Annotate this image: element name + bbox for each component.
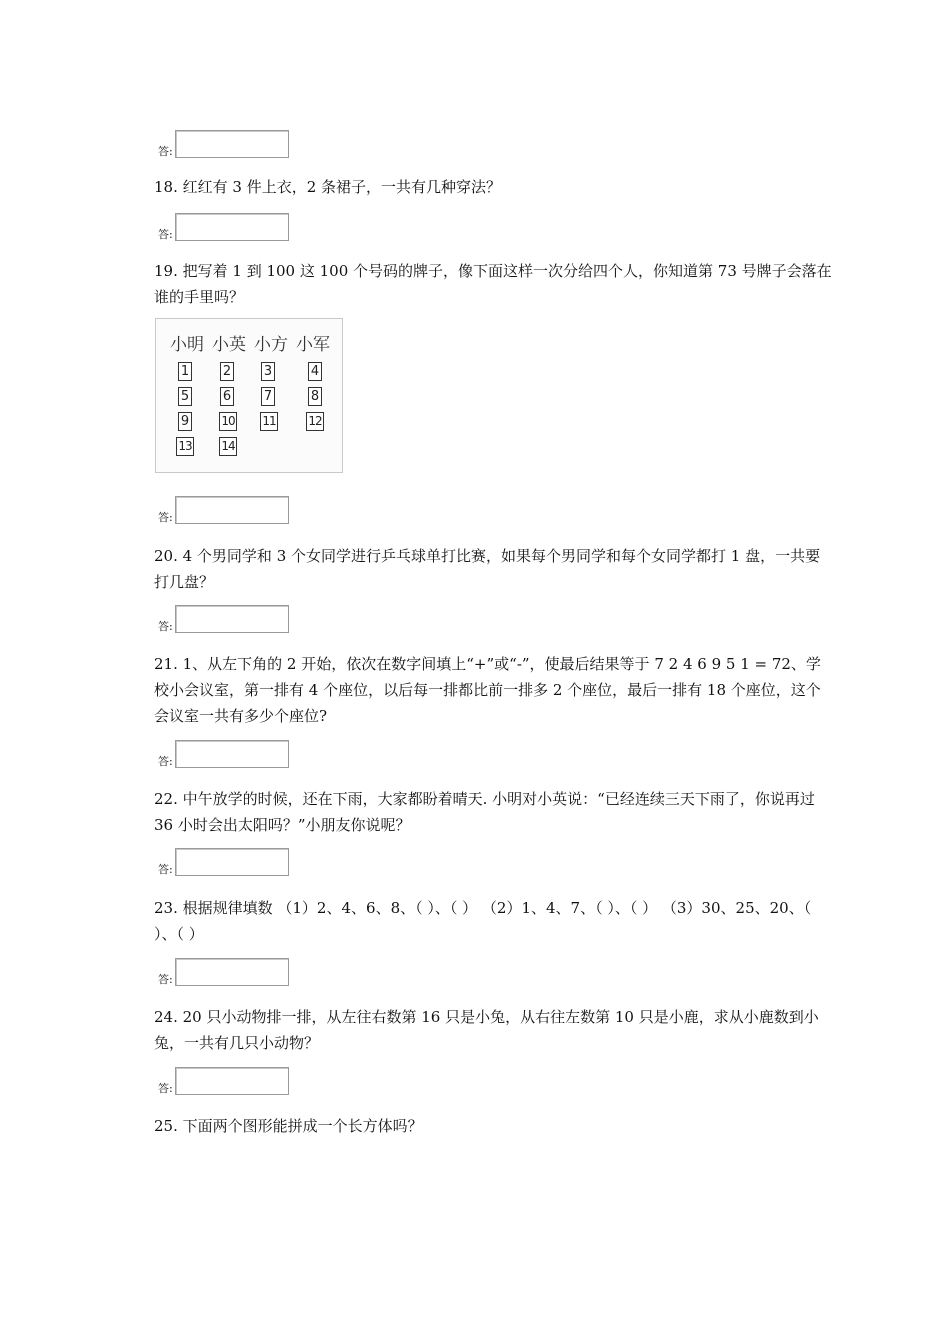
number-card: 1 (178, 362, 192, 381)
figure-name: 小军 (296, 335, 330, 355)
question-18: 18. 红红有 3 件上衣，2 条裙子，一共有几种穿法？ (154, 178, 502, 196)
answer-label: 答: (158, 228, 173, 241)
answer-input[interactable] (175, 213, 289, 241)
answer-input[interactable] (175, 496, 289, 524)
number-card: 9 (178, 412, 192, 431)
answer-label: 答: (158, 755, 173, 768)
answer-input[interactable] (175, 605, 289, 633)
answer-input[interactable] (175, 848, 289, 876)
answer-input[interactable] (175, 130, 289, 158)
number-card: 5 (178, 387, 192, 406)
question-23: 23. 根据规律填数 （1）2、4、6、8、（ ）、（ ） （2）1、4、7、（ ）、（ ） （3）30、25、20、（ ）、（ ） (154, 899, 812, 943)
question-21: 21. 1、从左下角的 2 开始，依次在数字间填上“+”或“-”，使最后结果等于 7 2 4 6 9 5 1 = 72、学校小会议室，第一排有 4 个座位，以后每一排都比前一排多 2 个座位，最后一排有 18 个座位，这个会议室一共有多少个座位? (154, 655, 821, 725)
number-card: 4 (308, 362, 322, 381)
number-card: 8 (308, 387, 322, 406)
question-24: 24. 20 只小动物排一排，从左往右数第 16 只是小兔，从右往左数第 10 只是小鹿，求从小鹿数到小兔，一共有几只小动物？ (154, 1008, 819, 1052)
answer-label: 答: (158, 620, 173, 633)
figure-name: 小方 (254, 335, 288, 355)
number-card: 13 (176, 437, 194, 456)
number-card: 2 (220, 362, 234, 381)
answer-label: 答: (158, 863, 173, 876)
question-22: 22. 中午放学的时候，还在下雨，大家都盼着晴天. 小明对小英说：“已经连续三天下雨了，你说再过 36 小时会出太阳吗？”小朋友你说呢？ (154, 790, 815, 834)
number-card: 7 (261, 387, 275, 406)
number-card: 14 (219, 437, 237, 456)
number-card: 10 (219, 412, 237, 431)
figure-name: 小英 (212, 335, 246, 355)
number-card: 3 (261, 362, 275, 381)
answer-label: 答: (158, 511, 173, 524)
number-card: 6 (220, 387, 234, 406)
number-card: 11 (260, 412, 278, 431)
number-card: 12 (306, 412, 324, 431)
question-25: 25. 下面两个图形能拼成一个长方体吗？ (154, 1117, 423, 1135)
answer-input[interactable] (175, 958, 289, 986)
answer-input[interactable] (175, 1067, 289, 1095)
question-20: 20. 4 个男同学和 3 个女同学进行乒乓球单打比赛，如果每个男同学和每个女同学都打 1 盘，一共要打几盘？ (154, 547, 821, 591)
figure-name: 小明 (170, 335, 204, 355)
card-distribution-figure (155, 318, 343, 473)
answer-label: 答: (158, 1082, 173, 1095)
answer-input[interactable] (175, 740, 289, 768)
answer-label: 答: (158, 145, 173, 158)
answer-label: 答: (158, 973, 173, 986)
question-19: 19. 把写着 1 到 100 这 100 个号码的牌子，像下面这样一次分给四个人，你知道第 73 号牌子会落在谁的手里吗？ (154, 262, 832, 306)
